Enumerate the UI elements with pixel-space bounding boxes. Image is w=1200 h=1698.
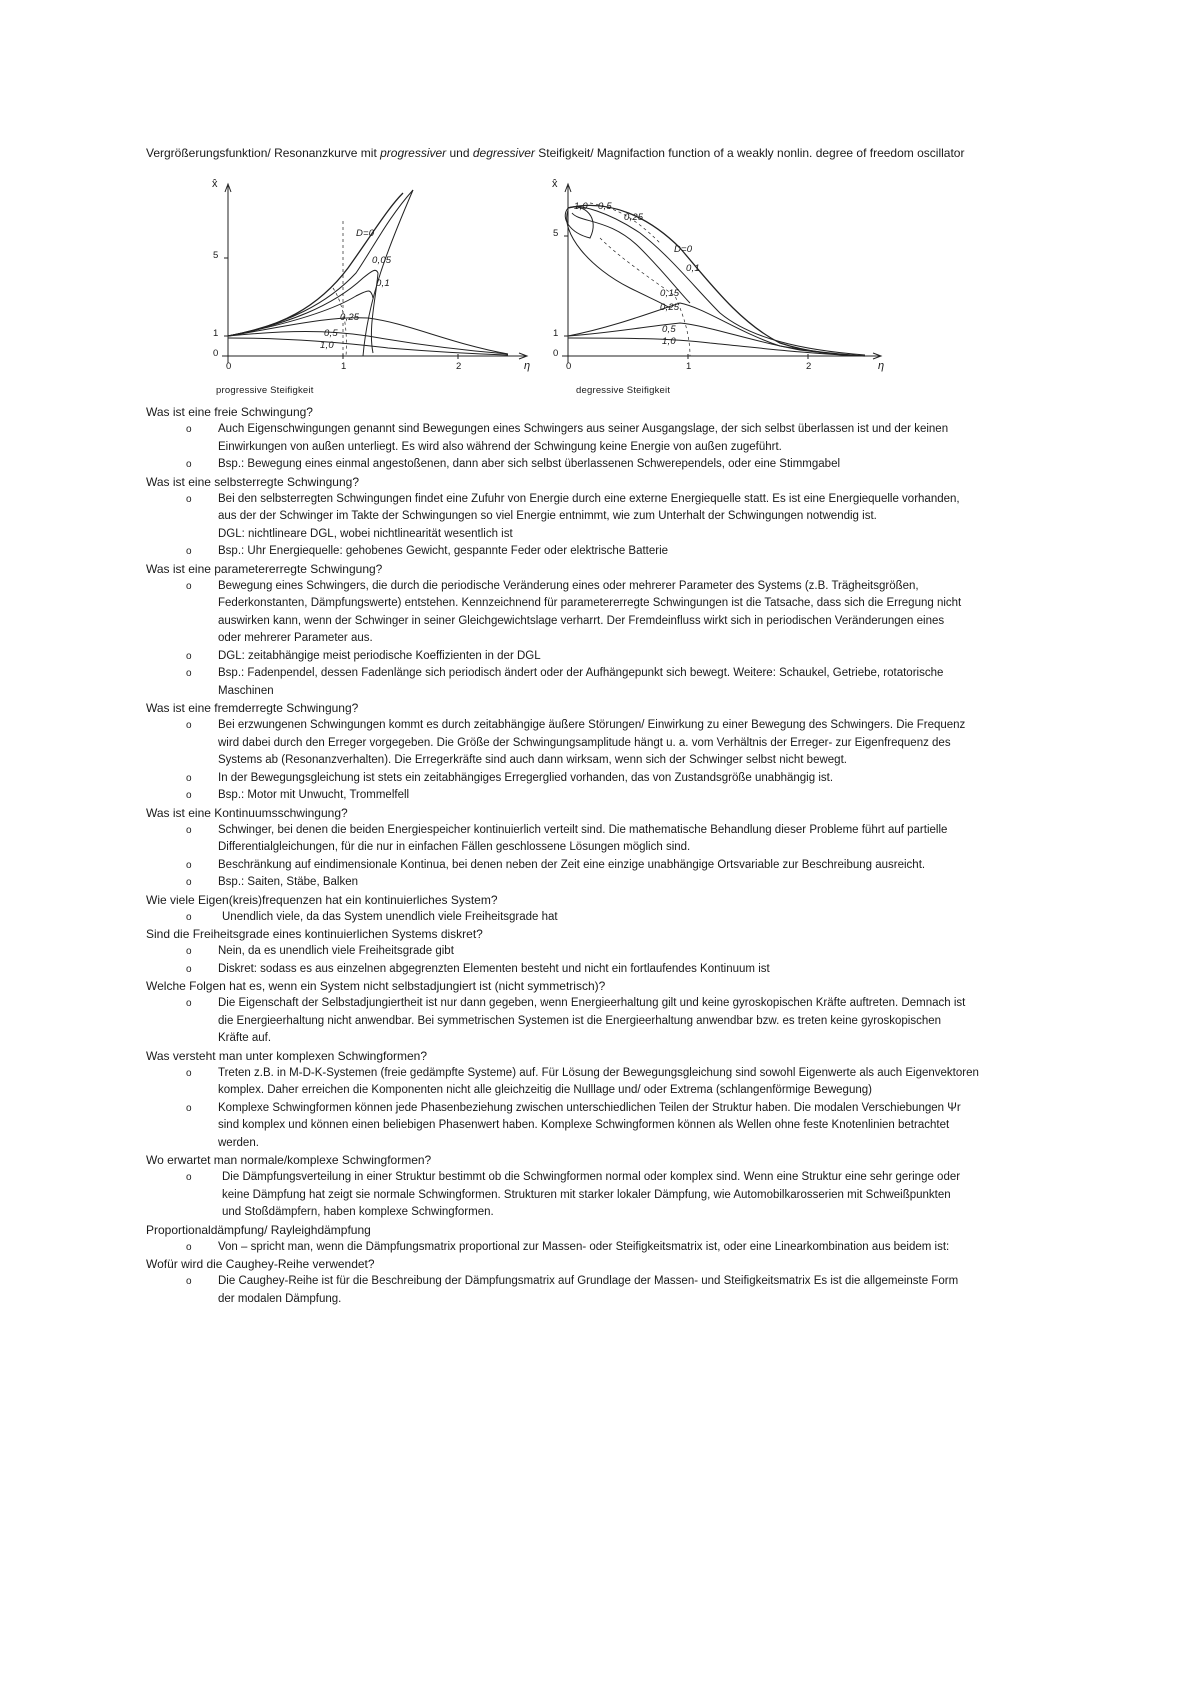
document-heading xyxy=(146,145,1146,161)
answer-line: oder mehrerer Parameter aus. xyxy=(218,632,373,644)
figure-degressive xyxy=(550,178,890,396)
answer-line: o Diskret: sodass es aus einzelnen abgegrenzten Elementen besteht und nicht ein fortlaufendes Kontinuum ist xyxy=(218,962,770,975)
answer-list xyxy=(146,943,1096,978)
question-heading: Welche Folgen hat es, wenn ein System nicht selbstadjungiert ist (nicht symmetrisch)? xyxy=(146,979,606,993)
answer-list xyxy=(146,822,1096,892)
x-tick-label-2: 2 xyxy=(456,361,462,372)
answer-line: o Die Caughey-Reihe ist für die Beschreibung der Dämpfungsmatrix auf Grundlage der Massen- und Steifigkeitsmatrix Es ist die allgemeinste Form xyxy=(218,1275,959,1287)
answer-line: o Treten z.B. in M-D-K-Systemen (freie gedämpfte Systeme) auf. Für Lösung der Bewegungsgleichung sind sowohl Eigenwerte als auch Eigenvektoren xyxy=(218,1066,979,1079)
answer-item xyxy=(146,1100,1096,1153)
answer-list xyxy=(146,909,1096,927)
y-tick-label-5: 5 xyxy=(213,250,219,261)
answer-line: Kräfte auf. xyxy=(218,1032,272,1044)
answer-item xyxy=(146,1273,1096,1308)
answer-line: o Bsp.: Uhr Energiequelle: gehobenes Gewicht, gespannte Feder oder elektrische Batterie xyxy=(218,545,669,557)
figure-caption-degressive: degressive Steifigkeit xyxy=(576,385,671,396)
answer-line: werden. xyxy=(218,1136,259,1149)
answer-item xyxy=(146,857,1096,875)
answer-line: o DGL: zeitabhängige meist periodische Koeffizienten in der DGL xyxy=(218,649,541,662)
heading-text-1: Vergrößerungsfunktion/ Resonanzkurve mit xyxy=(146,146,381,160)
answer-item xyxy=(146,1065,1096,1100)
qa-content xyxy=(146,404,1096,1308)
answer-line: der modalen Dämpfung. xyxy=(218,1292,342,1305)
answer-line: Systems ab (Resonanzverhalten). Die Erregerkräfte sind auch dann wirksam, wenn sich der Schwinger selbst nicht bewegt. xyxy=(218,754,847,766)
curve-label-d005: 0,05 xyxy=(372,255,392,266)
answer-line: o Bsp.: Saiten, Stäbe, Balken xyxy=(218,876,359,888)
curve-label-d01: 0,1 xyxy=(376,278,390,289)
curve-d05 xyxy=(568,323,865,356)
answer-list xyxy=(146,717,1096,805)
answer-line: o Von – spricht man, wenn die Dämpfungsmatrix proportional zur Massen- oder Steifigkeitsmatrix ist, oder eine Linearkombination aus beidem ist: xyxy=(218,1240,950,1253)
curve-label-top-05: 0,5 xyxy=(598,201,612,212)
answer-list xyxy=(146,1065,1096,1153)
y-tick-label-0: 0 xyxy=(553,348,559,359)
question-heading: Was ist eine fremderregte Schwingung? xyxy=(146,701,359,715)
curve-label-d10: 1,0 xyxy=(320,340,334,351)
question-heading: Was ist eine freie Schwingung? xyxy=(146,405,313,419)
answer-line: und Stoßdämpfern, haben komplexe Schwingformen. xyxy=(222,1206,494,1218)
y-axis-label: x̂ xyxy=(212,178,218,190)
curve-d10 xyxy=(568,338,865,356)
curve-d10 xyxy=(228,338,508,355)
heading-text-3: Steifigkeit/ Magnifaction function of a weakly nonlin. degree of freedom oscillator xyxy=(534,146,965,160)
y-tick-label-5: 5 xyxy=(553,228,559,239)
answer-item xyxy=(146,961,1096,979)
answer-line: die Energieerhaltung nicht anwendbar. Bei symmetrischen Systemen ist die Energieerhaltung anwendbar bzw. es treten keine gyroskopischen xyxy=(218,1014,942,1027)
answer-line: aus der der Schwinger im Takte der Schwingungen so viel Energie entnimmt, wie zum Unterhalt der Schwingungen notwendig ist. xyxy=(218,510,877,522)
answer-line: Maschinen xyxy=(218,684,274,697)
answer-line: Einwirkungen von außen unterliegt. Es wird also während der Schwingung keine Energie von außen zugeführt. xyxy=(218,440,782,453)
answer-line: o Bewegung eines Schwingers, die durch die periodische Veränderung eines oder mehrerer Parameter des Systems (z.B. Trägheitsgrößen, xyxy=(218,579,919,592)
curve-label-d015: 0,15 xyxy=(660,288,680,299)
answer-line: o In der Bewegungsgleichung ist stets ein zeitabhängiges Erregerglied vorhanden, das von Zustandsgröße unabhängig ist. xyxy=(218,771,834,784)
answer-line: o Bsp.: Fadenpendel, dessen Fadenlänge sich periodisch ändert oder der Aufhängepunkt sich bewegt. Weitere: Schaukel, Getriebe, rotatorische xyxy=(218,667,944,679)
curve-label-d10: 1,0 xyxy=(662,336,676,347)
curve-d05 xyxy=(228,332,508,355)
answer-line: o Komplexe Schwingformen können jede Phasenbeziehung zwischen unterschiedlichen Teilen der Struktur haben. Die modalen Verschiebungen Ψr xyxy=(218,1101,961,1114)
answer-line: Differentialgleichungen, für die nur in einfachen Fällen geschlossene Lösungen möglich sind. xyxy=(218,841,691,853)
answer-line: o Nein, da es unendlich viele Freiheitsgrade gibt xyxy=(218,945,454,957)
answer-item xyxy=(146,456,1096,474)
question-heading: Wofür wird die Caughey-Reihe verwendet? xyxy=(146,1257,375,1271)
question-heading: Wo erwartet man normale/komplexe Schwingformen? xyxy=(146,1153,432,1167)
answer-item xyxy=(146,543,1096,561)
question-heading: Proportionaldämpfung/ Rayleighdämpfung xyxy=(146,1222,371,1237)
answer-line: o Bsp.: Motor mit Unwucht, Trommelfell xyxy=(218,789,410,801)
answer-list xyxy=(146,421,1096,474)
answer-item xyxy=(146,648,1096,666)
answer-item xyxy=(146,909,1096,927)
answer-line: sind komplex und können einen beliebigen Phasenwert haben. Komplexe Schwingformen können als Wellen ohne feste Knotenlinien betrachtet xyxy=(218,1119,950,1131)
answer-list xyxy=(146,1273,1096,1308)
answer-line: o Unendlich viele, da das System unendlich viele Freiheitsgrade hat xyxy=(222,910,558,923)
x-tick-label-2: 2 xyxy=(806,361,812,372)
progressive-resonance-plot xyxy=(208,178,538,378)
curve-label-d0: D=0 xyxy=(356,228,375,239)
curve-label-d025: 0,25 xyxy=(660,302,680,313)
answer-item xyxy=(146,822,1096,857)
answer-line: o Beschränkung auf eindimensionale Kontinua, bei denen neben der Zeit eine einzige unabhängige Ortsvariable zur Beschreibung ausreicht. xyxy=(218,858,926,871)
answer-line: o Die Eigenschaft der Selbstadjungiertheit ist nur dann gegeben, wenn Energieerhaltung gilt und keine gyroskopischen Kräfte auftreten. Demnach ist xyxy=(218,997,966,1009)
x-tick-label-0: 0 xyxy=(226,361,232,372)
answer-line: keine Dämpfung hat zeigt sie normale Schwingformen. Strukturen mit starker lokaler Dämpfung, wie Automobilkarosserien mit Schweißpunkten xyxy=(222,1188,951,1201)
answer-item xyxy=(146,943,1096,961)
curve-label-d025: 0,25 xyxy=(340,312,360,323)
y-tick-label-1: 1 xyxy=(213,328,219,339)
answer-line: DGL: nichtlineare DGL, wobei nichtlinearität wesentlich ist xyxy=(218,527,513,540)
curve-label-top-10: 1,0 xyxy=(574,201,588,212)
answer-item xyxy=(146,578,1096,648)
y-axis-label: x̂ xyxy=(552,178,558,190)
heading-progressive: progressiver xyxy=(380,146,447,160)
x-axis-label: η xyxy=(878,360,885,372)
curve-label-d05: 0,5 xyxy=(662,324,676,335)
answer-item xyxy=(146,491,1096,544)
question-heading: Was ist eine selbsterregte Schwingung? xyxy=(146,474,359,489)
answer-line: o Schwinger, bei denen die beiden Energiespeicher kontinuierlich verteilt sind. Die mathematische Behandlung dieser Probleme führt auf partielle xyxy=(218,823,948,836)
question-heading: Wie viele Eigen(kreis)frequenzen hat ein kontinuierliches System? xyxy=(146,892,498,907)
curve-d0 xyxy=(568,205,865,356)
answer-line: Federkonstanten, Dämpfungswerte) entstehen. Kennzeichnend für parametererregte Schwingungen ist die Tatsache, dass sich die Erregung nicht xyxy=(218,597,962,609)
x-tick-label-1: 1 xyxy=(341,361,347,372)
answer-item xyxy=(146,787,1096,805)
heading-degressive: degressiver xyxy=(472,146,535,160)
answer-list xyxy=(146,578,1096,701)
answer-line: komplex. Daher erreichen die Komponenten nicht alle gleichzeitig die Nulllage und/ oder Extrema (schlangenförmige Bewegung) xyxy=(218,1084,872,1096)
answer-line: o Auch Eigenschwingungen genannt sind Bewegungen eines Schwingers aus seiner Ausgangslage, der sich selbst überlassen ist und der keinen xyxy=(218,423,949,435)
curve-label-d05: 0,5 xyxy=(324,328,338,339)
answer-item xyxy=(146,995,1096,1048)
answer-item xyxy=(146,874,1096,892)
figure-caption-progressive: progressive Steifigkeit xyxy=(216,385,314,396)
answer-list xyxy=(146,1169,1096,1222)
question-heading: Sind die Freiheitsgrade eines kontinuierlichen Systems diskret? xyxy=(146,927,483,941)
curve-upper-return xyxy=(363,190,413,356)
answer-list xyxy=(146,995,1096,1048)
question-heading: Was ist eine parametererregte Schwingung? xyxy=(146,561,383,576)
answer-line: o Bei erzwungenen Schwingungen kommt es durch zeitabhängige äußere Störungen/ Einwirkung zu einer Bewegung des Schwingers. Die Frequenz xyxy=(218,719,966,731)
heading-text-2: und xyxy=(446,146,473,160)
figure-progressive xyxy=(208,178,538,396)
x-tick-label-1: 1 xyxy=(686,361,692,372)
answer-line: auswirken kann, wenn der Schwinger in seiner Gleichgewichtslage verharrt. Der Fremdeinfluss wirkt sich in periodischen Veränderungen eines xyxy=(218,614,945,627)
curve-label-d01: 0,1 xyxy=(686,263,700,274)
y-tick-label-1: 1 xyxy=(553,328,559,339)
curve-label-d0: D=0 xyxy=(674,244,693,255)
answer-item xyxy=(146,717,1096,770)
answer-item xyxy=(146,665,1096,700)
answer-list xyxy=(146,491,1096,561)
y-tick-label-0: 0 xyxy=(213,348,219,359)
answer-line: wird dabei durch den Erreger vorgegeben. Die Größe der Schwingungsamplitude hängt u. a. vom Verhältnis der Erreger- zur Eigenfrequenz des xyxy=(218,736,951,749)
answer-line: o Bei den selbsterregten Schwingungen findet eine Zufuhr von Energie durch eine externe Energiequelle statt. Es ist eine Energiequelle vorhanden, xyxy=(218,492,960,505)
answer-list xyxy=(146,1239,1096,1257)
question-heading: Was versteht man unter komplexen Schwingformen? xyxy=(146,1048,428,1063)
answer-item xyxy=(146,1239,1096,1257)
answer-line: o Bsp.: Bewegung eines einmal angestoßenen, dann aber sich selbst überlassenen Schwerependels, oder eine Stimmgabel xyxy=(218,458,841,470)
curve-label-top-025: 0,25 xyxy=(624,212,644,223)
answer-item xyxy=(146,1169,1096,1222)
answer-line: o Die Dämpfungsverteilung in einer Struktur bestimmt ob die Schwingformen normal oder komplex sind. Wenn eine Struktur eine sehr geringe oder xyxy=(222,1171,961,1183)
curve-lower-branch xyxy=(567,210,670,308)
question-heading: Was ist eine Kontinuumsschwingung? xyxy=(146,805,348,820)
x-tick-label-0: 0 xyxy=(566,361,572,372)
curve-d025 xyxy=(568,303,865,356)
answer-item xyxy=(146,770,1096,788)
answer-item xyxy=(146,421,1096,456)
x-axis-label: η xyxy=(524,360,531,372)
